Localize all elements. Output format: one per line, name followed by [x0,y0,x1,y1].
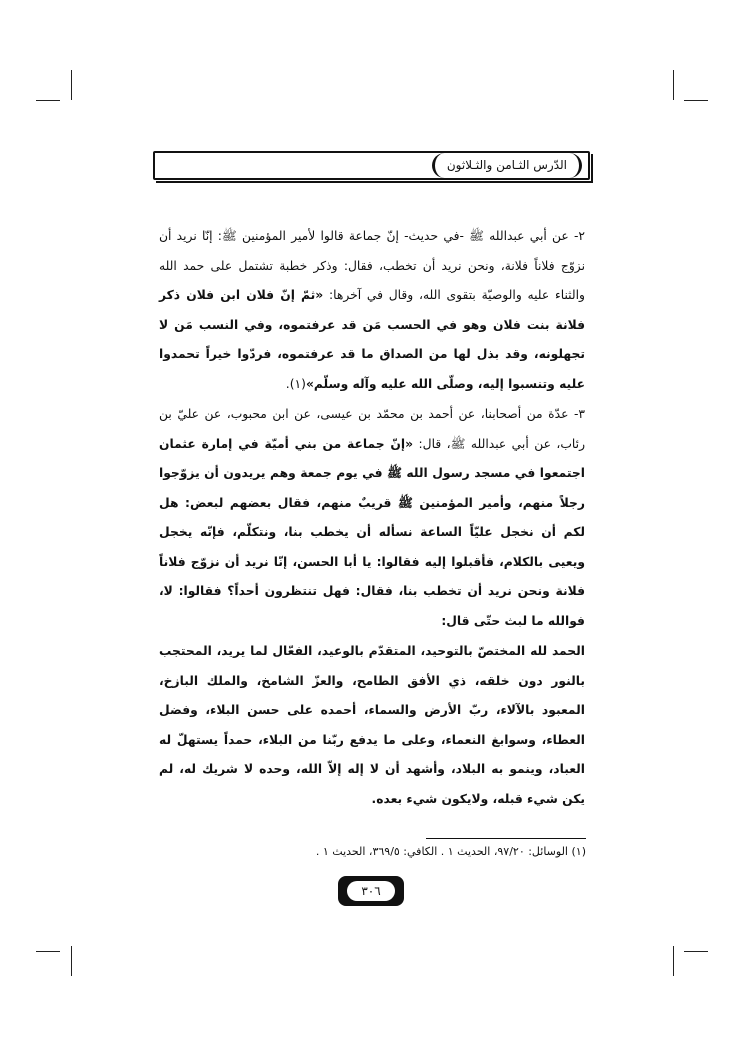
crop-mark [673,946,674,976]
crop-mark [71,70,72,100]
paragraph [159,400,585,636]
crop-mark [673,70,674,100]
crop-mark [71,946,72,976]
crop-mark [684,951,708,952]
main-text [159,222,585,814]
hadith-quote: «إنّ جماعة من بني أميّة في إمارة عثمان اجتمعوا في مسجد رسول الله ﷺ في يوم جمعة وهم يريدون أن يزوّجوا رجلاً منهم، وأمير المؤمنين ﷺ قريبٌ منهم، فقال بعضهم لبعض: هل لكم أن نخجل عليّاً الساعة نسأله أن يخطب بنا، ونتكلّم، فإنّه يخجل ويعيى بالكلام، فأقبلوا إليه فقالوا: يا أبا الحسن، إنّا نريد أن نزوّج فلاناً فلانة ونحن نريد أن تخطب بنا، فقال: فهل تنتظرون أحداً؟ فقالوا: لا، فوالله ما لبث حتّى قال: [159,436,585,628]
footnote-divider [426,838,586,839]
running-header [153,151,590,180]
crop-mark [36,100,60,101]
paragraph-text: ٣- عدّة من أصحابنا، عن أحمد بن محمّد بن عيسى، عن ابن محبوب، عن عليّ بن رئاب، عن أبي عبدالله ﷺ، قال: [159,407,586,451]
sermon-text: الحمد لله المختصّ بالتوحيد، المتقدّم بالوعيد، الفعّال لما يريد، المحتجب بالنور دون خلقه، ذي الأفق الطامح، والعزّ الشامخ، والملك البازخ، المعبود بالآلاء، ربّ الأرض والسماء، أحمده على حسن البلاء، وفضل العطاء، وسوابغ النعماء، وعلى ما يدفع ربّنا من البلاء، حمداً يستهلّ له العباد، وينمو به البلاد، وأشهد أن لا إله إلاّ الله، وحده لا شريك له، لم يكن شيء قبله، ولايكون شيء بعده. [159,644,585,806]
footnote-reference: (١). [285,376,306,391]
footnote: (١) الوسائل: ٩٧/٢٠، الحديث ١ . الكافي: ٣٦٩/٥، الحديث ١ . [315,845,586,858]
crop-mark [36,951,60,952]
crop-mark [684,100,708,101]
paragraph [159,222,585,399]
hadith-quote: «ثمّ إنّ فلان ابن فلان ذكر فلانة بنت فلان وهو في الحسب مَن قد عرفتموه، وفي النسب مَن لا تجهلونه، وقد بذل لها من الصداق ما قد عرفتموه، فردّوا خيراً تحمدوا عليه وتنسبوا إليه، وصلّى الله عليه وآله وسلّم» [159,288,585,391]
paragraph [159,637,585,814]
chapter-title: الدّرس الثـامن والثـلاثون [432,153,582,178]
paragraph-text: ٢- عن أبي عبدالله ﷺ -في حديث- إنّ جماعة قالوا لأمير المؤمنين ﷺ: إنّا نريد أن نزوّج فلاناً فلانة، ونحن نريد أن تخطب، فقال: وذكر خطبة تشتمل على حمد الله والثناء عليه والوصيّة بتقوى الله، وقال في آخرها: [159,229,585,302]
page-number: ٣٠٦ [347,881,395,901]
page-number-box [338,876,404,906]
